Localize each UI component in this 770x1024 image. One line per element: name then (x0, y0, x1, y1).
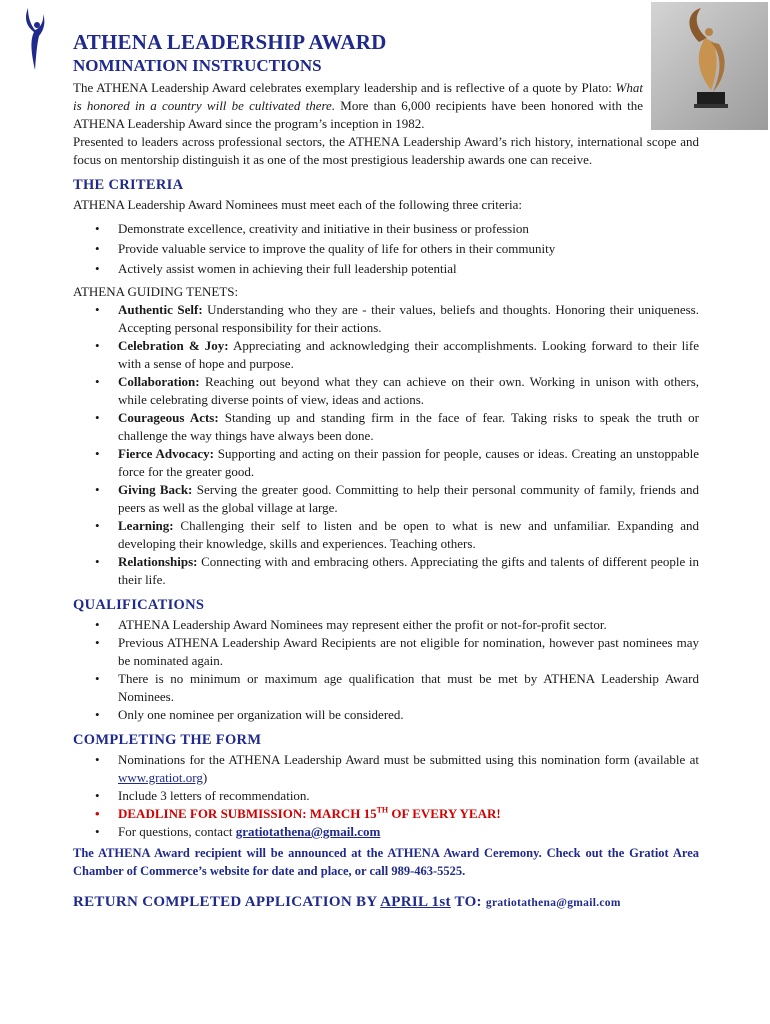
completing-heading: COMPLETING THE FORM (73, 732, 262, 748)
list-item (73, 823, 699, 841)
deadline-item (73, 805, 699, 823)
list-item (73, 373, 699, 409)
list-item (73, 301, 699, 337)
list-item: • Include 3 letters of recommendation. (73, 787, 699, 805)
tenet-text: Connecting with and embracing others. Appreciating the gifts and talents of different people in their life. (118, 554, 699, 587)
list-item: • Only one nominee per organization will be considered. (73, 706, 699, 724)
list-item (73, 517, 699, 553)
tenet-text: Serving the greater good. Committing to help their personal community of family, friends and peers as well as the global village at large. (118, 482, 699, 515)
list-item: • Previous ATHENA Leadership Award Recipients are not eligible for nomination, however past nominees may be nominated again. (73, 634, 699, 670)
deadline-text-end: OF EVERY YEAR! (388, 806, 501, 821)
list-item: • Actively assist women in achieving their full leadership potential (73, 259, 699, 279)
tenet-text: Understanding who they are - their values, beliefs and thoughts. Honoring their uniqueness. Accepting personal responsibility for their actions. (118, 302, 699, 335)
criteria-lead: ATHENA Leadership Award Nominees must meet each of the following three criteria: (73, 197, 522, 212)
intro-paragraph-2: Presented to leaders across professional sectors, the ATHENA Leadership Award’s rich history, international scope and focus on mentorship distinguish it as one of the most prestigious leadership awards one can receive. (73, 134, 699, 167)
website-link[interactable]: www.gratiot.org (118, 770, 203, 785)
plato-quote: What is honored in a country will be cultivated there. (73, 80, 643, 113)
return-date: APRIL 1st (380, 894, 451, 910)
return-text: RETURN COMPLETED APPLICATION BY (73, 894, 381, 910)
list-item: • Demonstrate excellence, creativity and initiative in their business or profession (73, 219, 699, 239)
deadline-ordinal: TH (376, 805, 389, 815)
list-item (73, 553, 699, 589)
tenet-text: Standing up and standing firm in the face of fear. Taking risks to speak the truth or challenge the way things have always been done. (118, 410, 699, 443)
list-item (73, 445, 699, 481)
item-text: Nominations for the ATHENA Leadership Award must be submitted using this nomination form (available at (118, 752, 699, 767)
document-subtitle: NOMINATION INSTRUCTIONS (73, 56, 322, 75)
tenets-heading: ATHENA GUIDING TENETS: (73, 284, 239, 299)
tenet-text: Challenging their self to listen and be open to what is new and unfamiliar. Expanding and developing their knowledge, skills and experiences. Teaching others. (118, 518, 699, 551)
tenet-text: Appreciating and acknowledging their accomplishments. Looking forward to their life with a sense of hope and purpose. (118, 338, 699, 371)
criteria-heading: THE CRITERIA (73, 177, 184, 193)
list-item (73, 481, 699, 517)
qualifications-heading: QUALIFICATIONS (73, 597, 205, 613)
tenet-term: Learning: (118, 518, 174, 533)
list-item: • ATHENA Leadership Award Nominees may represent either the profit or not-for-profit sector. (73, 616, 699, 634)
list-item (73, 751, 699, 787)
intro-paragraph-1 (73, 79, 643, 133)
announcement-paragraph: The ATHENA Award recipient will be announced at the ATHENA Award Ceremony. Check out the Gratiot Area Chamber of Commerce’s website for date and place, or call 989-463-5525. (73, 846, 699, 878)
document-title: ATHENA LEADERSHIP AWARD (73, 30, 387, 54)
athena-figure-icon (22, 6, 48, 72)
tenet-term: Celebration & Joy: (118, 338, 229, 353)
tenet-term: Authentic Self: (118, 302, 203, 317)
tenets-list (73, 301, 699, 589)
criteria-list (73, 219, 699, 279)
tenet-term: Courageous Acts: (118, 410, 219, 425)
tenet-term: Fierce Advocacy: (118, 446, 214, 461)
tenet-term: Collaboration: (118, 374, 200, 389)
completing-list (73, 751, 699, 841)
questions-text: For questions, contact (118, 824, 236, 839)
list-item (73, 337, 699, 373)
tenet-term: Relationships: (118, 554, 198, 569)
tenet-term: Giving Back: (118, 482, 193, 497)
intro-text-cont: More than 6,000 recipients have been honored with the ATHENA Leadership Award since the program’s inception in 1982. (73, 98, 644, 131)
qualifications-list (73, 616, 699, 724)
list-item: • Provide valuable service to improve the quality of life for others in their community (73, 239, 699, 259)
return-email[interactable]: gratiotathena@gmail.com (485, 897, 621, 909)
item-text-end: ) (202, 770, 208, 785)
athena-logo (22, 6, 48, 72)
intro-text: The ATHENA Leadership Award celebrates exemplary leadership and is reflective of a quote by Plato: (73, 80, 616, 95)
deadline-text: DEADLINE FOR SUBMISSION: MARCH 15 (118, 806, 377, 821)
tenet-text: Supporting and acting on their passion for people, causes or ideas. Creating an unstoppable force for the greater good. (118, 446, 700, 479)
document-body (73, 30, 699, 913)
contact-email-link[interactable]: gratiotathena@gmail.com (235, 824, 381, 839)
list-item (73, 409, 699, 445)
tenet-text: Reaching out beyond what they can achieve on their own. Working in unison with others, while celebrating diverse points of view, ideas and actions. (118, 374, 699, 407)
return-to: TO: (450, 894, 486, 910)
return-instructions (73, 892, 699, 913)
list-item: • There is no minimum or maximum age qualification that must be met by ATHENA Leadership Award Nominees. (73, 670, 699, 706)
